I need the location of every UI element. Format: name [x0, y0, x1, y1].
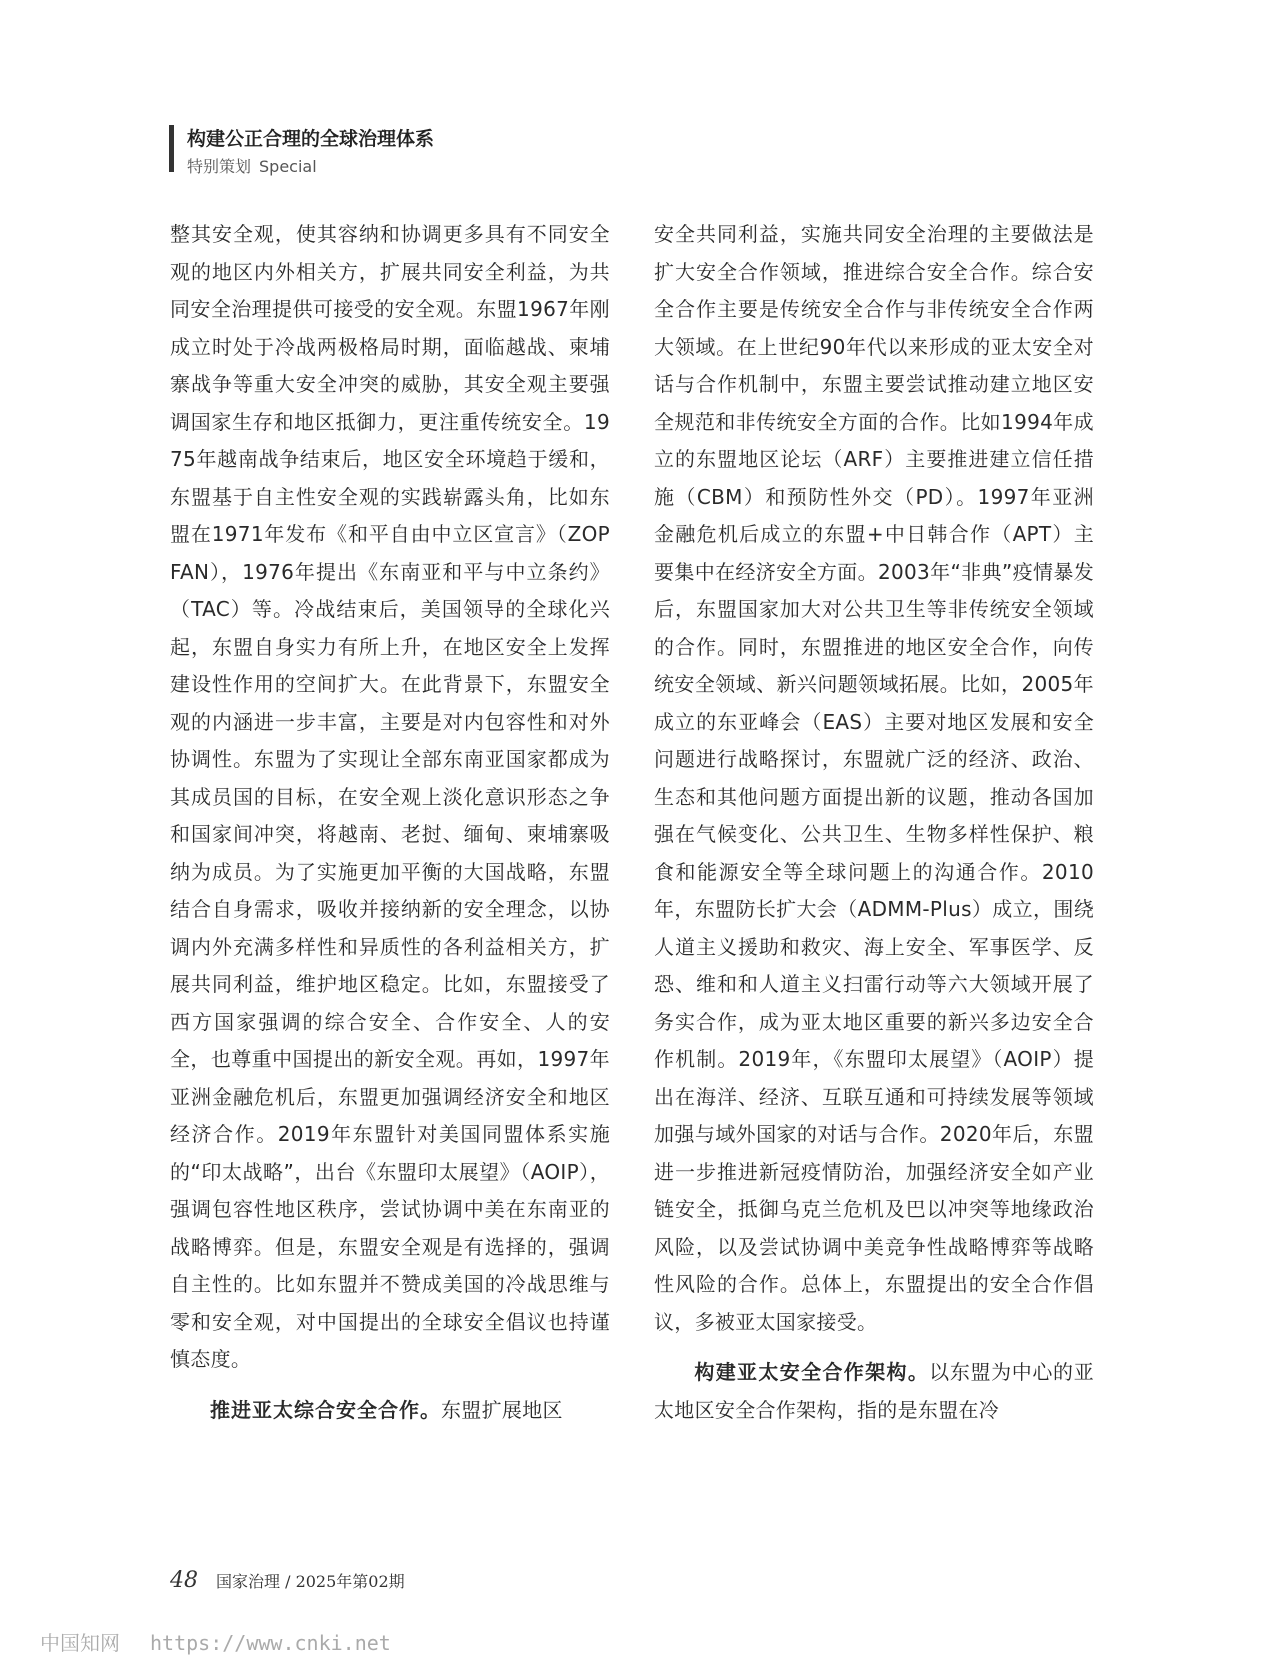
section-label-en: Special: [259, 157, 317, 176]
section-label: [187, 154, 317, 177]
right-paragraph-2: [654, 1354, 1094, 1429]
magazine-issue: 国家治理 / 2025年第02期: [216, 1572, 405, 1591]
left-paragraph-2-lead: 推进亚太综合安全合作。: [210, 1397, 441, 1422]
page-number: 48: [170, 1568, 198, 1593]
left-paragraph-2: [170, 1392, 610, 1430]
column-title: 构建公正合理的全球治理体系: [187, 128, 435, 150]
page-footer: [170, 1568, 405, 1593]
cnki-watermark: [40, 1627, 391, 1656]
right-paragraph-1: 安全共同利益，实施共同安全治理的主要做法是扩大安全合作领域，推进综合安全合作。综合安全合作主要是传统安全合作与非传统安全合作两大领域。在上世纪90年代以来形成的亚太安全对话与合作机制中，东盟主要尝试推动建立地区安全规范和非传统安全方面的合作。比如1994年成立的东盟地区论坛（ARF）主要推进建立信任措施（CBM）和预防性外交（PD）。1997年亚洲金融危机后成立的东盟+中日韩合作（APT）主要集中在经济安全方面。2003年“非典”疫情暴发后，东盟国家加大对公共卫生等非传统安全领域的合作。同时，东盟推进的地区安全合作，向传统安全领域、新兴问题领域拓展。比如，2005年成立的东亚峰会（EAS）主要对地区发展和安全问题进行战略探讨，东盟就广泛的经济、政治、生态和其他问题方面提出新的议题，推动各国加强在气候变化、公共卫生、生物多样性保护、粮食和能源安全等全球问题上的沟通合作。2010年，东盟防长扩大会（ADMM-Plus）成立，围绕人道主义援助和救灾、海上安全、军事医学、反恐、维和和人道主义扫雷行动等六大领域开展了务实合作，成为亚太地区重要的新兴多边安全合作机制。2019年，《东盟印太展望》（AOIP）提出在海洋、经济、互联互通和可持续发展等领域加强与域外国家的对话与合作。2020年后，东盟进一步推进新冠疫情防治，加强经济安全如产业链安全，抵御乌克兰危机及巴以冲突等地缘政治风险，以及尝试协调中美竞争性战略博弈等战略性风险的合作。总体上，东盟提出的安全合作倡议，多被亚太国家接受。: [654, 222, 1094, 1334]
watermark-site-name: 中国知网: [40, 1631, 120, 1655]
watermark-url: https://www.cnki.net: [150, 1631, 391, 1655]
right-column: [654, 216, 1094, 1429]
left-column: [170, 216, 610, 1429]
header-accent-bar: [169, 125, 174, 172]
section-label-cn: 特别策划: [187, 157, 252, 176]
right-paragraph-2-lead: 构建亚太安全合作架构。: [694, 1360, 930, 1384]
left-paragraph-2-text: 东盟扩展地区: [441, 1397, 563, 1422]
left-paragraph-1: 整其安全观，使其容纳和协调更多具有不同安全观的地区内外相关方，扩展共同安全利益，为共同安全治理提供可接受的安全观。东盟1967年刚成立时处于冷战两极格局时期，面临越战、柬埔寨战争等重大安全冲突的威胁，其安全观主要强调国家生存和地区抵御力，更注重传统安全。1975年越南战争结束后，地区安全环境趋于缓和，东盟基于自主性安全观的实践崭露头角，比如东盟在1971年发布《和平自由中立区宣言》（ZOPFAN），1976年提出《东南亚和平与中立条约》（TAC）等。冷战结束后，美国领导的全球化兴起，东盟自身实力有所上升，在地区安全上发挥建设性作用的空间扩大。在此背景下，东盟安全观的内涵进一步丰富，主要是对内包容性和对外协调性。东盟为了实现让全部东南亚国家都成为其成员国的目标，在安全观上淡化意识形态之争和国家间冲突，将越南、老挝、缅甸、柬埔寨吸纳为成员。为了实施更加平衡的大国战略，东盟结合自身需求，吸收并接纳新的安全理念，以协调内外充满多样性和异质性的各利益相关方，扩展共同利益，维护地区稳定。比如，东盟接受了西方国家强调的综合安全、合作安全、人的安全，也尊重中国提出的新安全观。再如，1997年亚洲金融危机后，东盟更加强调经济安全和地区经济合作。2019年东盟针对美国同盟体系实施的“印太战略”，出台《东盟印太展望》（AOIP），强调包容性地区秩序，尝试协调中美在东南亚的战略博弈。但是，东盟安全观是有选择的，强调自主性的。比如东盟并不赞成美国的冷战思维与零和安全观，对中国提出的全球安全倡议也持谨慎态度。: [170, 222, 610, 1371]
right-paragraph-2-text: 以东盟为中心的亚太地区安全合作架构，指的是东盟在冷: [654, 1360, 1095, 1422]
